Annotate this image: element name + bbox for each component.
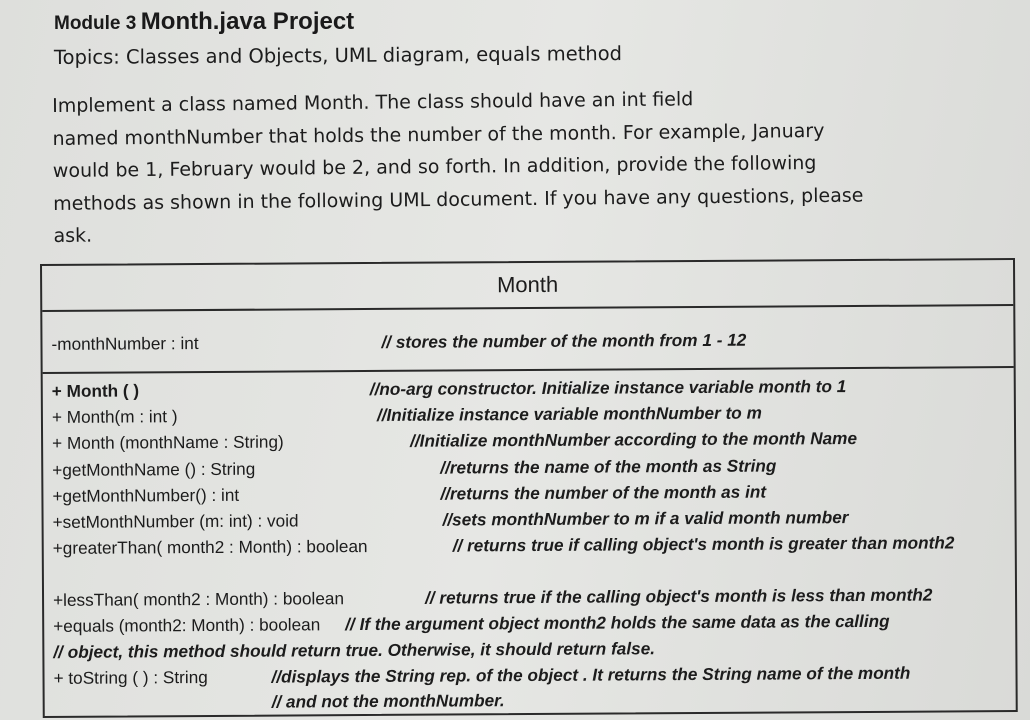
method-comment: // and not the monthNumber. [271,690,505,712]
method-signature: +equals (month2: Month) : boolean [53,614,321,636]
method-signature: + Month (monthName : String) [52,431,284,453]
uml-method-row [54,687,1012,718]
method-comment: //returns the number of the month as int [440,481,767,504]
method-comment: //sets monthNumber to m if a valid month number [442,507,849,530]
page-title [54,8,354,36]
method-signature: + toString ( ) : String [53,666,208,688]
uml-divider [43,366,1014,374]
uml-method-row [53,532,1011,563]
instructions-paragraph [52,80,964,252]
method-comment: // If the argument object month2 holds the same data as the calling [345,610,890,635]
method-comment: //displays the String rep. of the object . It returns the String name of the month [271,662,911,687]
method-comment: //Initialize monthNumber according to the month Name [410,428,858,451]
field-signature: -monthNumber : int [51,333,199,354]
module-label: Module 3 [54,13,137,34]
instructions-line: would be 1, February would be 2, and so forth. In addition, provide the following [52,151,817,182]
method-signature: +lessThan( month2 : Month) : boolean [52,588,345,610]
method-comment: // object, this method should return true. Otherwise, it should return false. [53,638,656,662]
instructions-line: ask. [53,224,93,247]
instructions-line: named monthNumber that holds the number of the month. For example, January [52,119,825,150]
uml-field-row [51,328,1009,359]
method-comment: //returns the name of the month as String [440,455,777,478]
method-signature: + Month(m : int ) [51,406,178,427]
field-comment: // stores the number of the month from 1 - 12 [381,329,747,352]
instructions-line: methods as shown in the following UML document. If you have any questions, please [53,184,864,215]
uml-method-row [52,427,1010,458]
instructions-line: Implement a class named Month. The class should have an int field [52,88,694,117]
method-comment: //no-arg constructor. Initialize instance variable month to 1 [369,376,847,399]
method-comment: //Initialize instance variable monthNumber to m [376,402,762,425]
uml-class-diagram [40,258,1018,718]
topics-line: Topics: Classes and Objects, UML diagram, equals method [53,42,623,69]
method-comment: // returns true if calling object's month is greater than month2 [452,532,955,556]
method-signature: +getMonthNumber() : int [52,484,240,506]
method-signature: +setMonthNumber (m: int) : void [52,510,299,532]
project-title: Month.java Project [140,8,355,35]
method-signature: +getMonthName () : String [52,458,256,480]
method-comment: // returns true if the calling object's month is less than month2 [424,584,933,608]
uml-class-name: Month [496,271,559,298]
uml-divider [42,304,1013,312]
method-signature: +greaterThan( month2 : Month) : boolean [52,536,368,558]
method-signature: + Month ( ) [51,380,140,401]
